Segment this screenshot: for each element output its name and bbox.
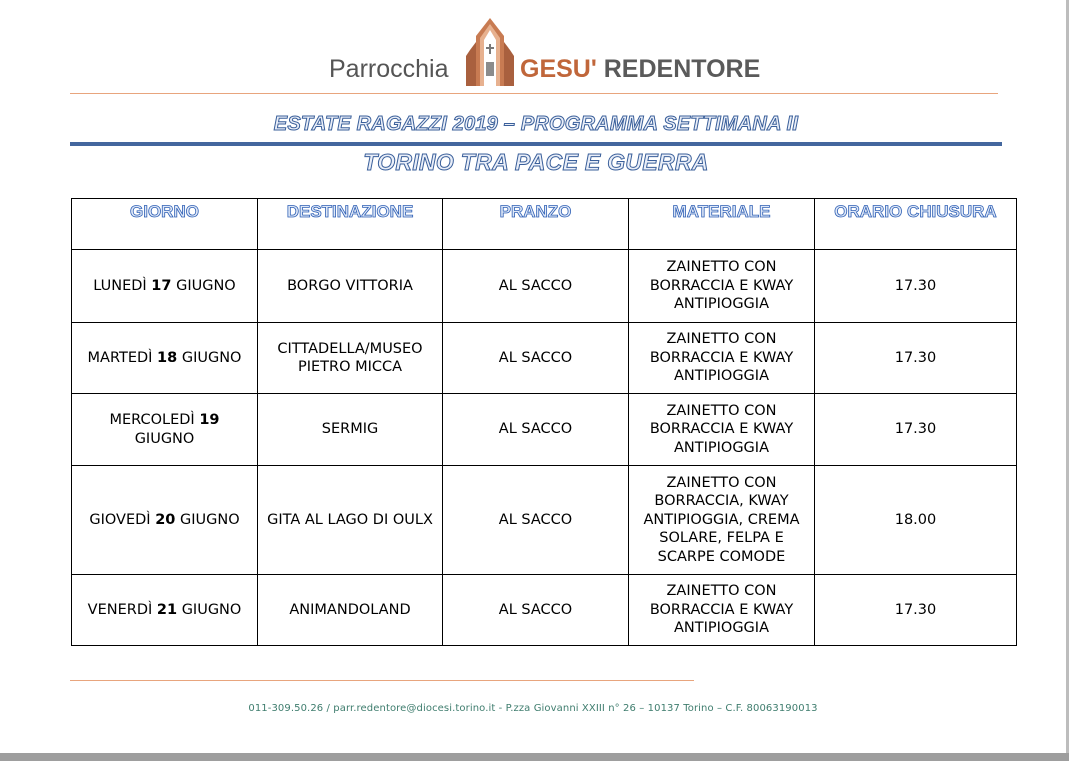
header-divider xyxy=(70,93,998,94)
viewer-bottom-bar xyxy=(0,753,1069,761)
column-header-destinazione: DESTINAZIONE xyxy=(258,199,443,250)
material-cell: ZAINETTO CON BORRACCIA, KWAY ANTIPIOGGIA, CREMA SOLARE, FELPA E SCARPE COMODE xyxy=(629,466,815,575)
material-cell: ZAINETTO CON BORRACCIA E KWAY ANTIPIOGGIA xyxy=(629,250,815,323)
closing-time-cell: 17.30 xyxy=(815,250,1017,323)
table-header-row xyxy=(72,199,1017,250)
org-prefix: Parrocchia xyxy=(329,55,449,83)
day-name: LUNEDÌ xyxy=(93,277,147,294)
day-number: 19 xyxy=(199,412,220,428)
closing-time-cell: 17.30 xyxy=(815,394,1017,466)
title-rule xyxy=(70,142,1002,146)
column-header-materiale: MATERIALE xyxy=(629,199,815,250)
day-cell xyxy=(72,466,258,575)
lunch-cell: AL SACCO xyxy=(443,250,629,323)
column-header-orario-chiusura: ORARIO CHIUSURA xyxy=(815,199,1017,250)
material-cell: ZAINETTO CON BORRACCIA E KWAY ANTIPIOGGIA xyxy=(629,575,815,646)
table-row xyxy=(72,394,1017,466)
day-number: 17 xyxy=(151,277,172,294)
day-cell xyxy=(72,394,258,466)
closing-time-cell: 17.30 xyxy=(815,575,1017,646)
table-row xyxy=(72,575,1017,646)
destination-cell: ANIMANDOLAND xyxy=(258,575,443,646)
closing-time-cell: 17.30 xyxy=(815,323,1017,394)
day-month: GIUGNO xyxy=(181,349,242,366)
schedule-table xyxy=(71,198,1017,646)
letterhead xyxy=(0,12,1069,92)
day-cell xyxy=(72,250,258,323)
day-month: GIUGNO xyxy=(134,430,195,447)
day-name: MARTEDÌ xyxy=(87,349,153,366)
lunch-cell: AL SACCO xyxy=(443,466,629,575)
day-month: GIUGNO xyxy=(176,277,236,294)
day-name: GIOVEDÌ xyxy=(89,511,151,528)
table-row xyxy=(72,323,1017,394)
day-name: VENERDÌ xyxy=(87,601,153,618)
org-name-first: GESU' xyxy=(520,55,597,83)
destination-cell: SERMIG xyxy=(258,394,443,466)
day-name: MERCOLEDÌ xyxy=(109,412,195,428)
day-number: 18 xyxy=(157,349,178,366)
column-header-pranzo: PRANZO xyxy=(443,199,629,250)
day-month: GIUGNO xyxy=(181,601,242,618)
table-row xyxy=(72,250,1017,323)
destination-cell: GITA AL LAGO DI OULX xyxy=(258,466,443,575)
footer-contact: 011-309.50.26 / parr.redentore@diocesi.torino.it - P.zza Giovanni XXIII n° 26 – 10137 Torino – C.F. 80063190013 xyxy=(248,703,818,714)
destination-cell: CITTADELLA/MUSEO PIETRO MICCA xyxy=(258,323,443,394)
program-subtitle: TORINO TRA PACE E GUERRA xyxy=(363,149,709,175)
org-name xyxy=(520,54,760,84)
day-cell xyxy=(72,323,258,394)
lunch-cell: AL SACCO xyxy=(443,394,629,466)
day-number: 20 xyxy=(155,511,176,528)
church-icon xyxy=(460,16,520,90)
lunch-cell: AL SACCO xyxy=(443,575,629,646)
column-header-giorno: GIORNO xyxy=(72,199,258,250)
day-month: GIUGNO xyxy=(179,511,240,528)
closing-time-cell: 18.00 xyxy=(815,466,1017,575)
program-title: ESTATE RAGAZZI 2019 – PROGRAMMA SETTIMANA II xyxy=(273,113,799,135)
day-cell xyxy=(72,575,258,646)
destination-cell: BORGO VITTORIA xyxy=(258,250,443,323)
table-row xyxy=(72,466,1017,575)
org-name-rest: REDENTORE xyxy=(596,55,761,83)
material-cell: ZAINETTO CON BORRACCIA E KWAY ANTIPIOGGIA xyxy=(629,394,815,466)
material-cell: ZAINETTO CON BORRACCIA E KWAY ANTIPIOGGIA xyxy=(629,323,815,394)
day-number: 21 xyxy=(156,601,178,618)
footer-divider xyxy=(70,680,694,681)
lunch-cell: AL SACCO xyxy=(443,323,629,394)
